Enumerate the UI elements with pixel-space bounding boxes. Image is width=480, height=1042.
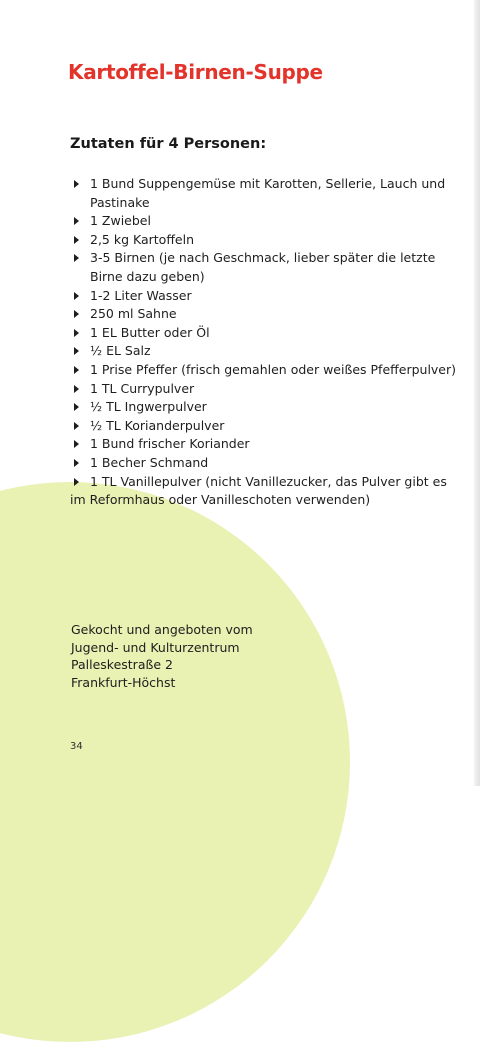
footer-line: Palleskestraße 2 — [71, 657, 173, 673]
bullet-icon — [74, 366, 79, 374]
ingredient-item: ½ TL Korianderpulver — [70, 417, 460, 436]
ingredient-item: 1 TL Currypulver — [70, 380, 460, 399]
bullet-icon — [74, 180, 79, 188]
ingredient-item: 1 Bund Suppengemüse mit Karotten, Sellerie, Lauch und Pastinake — [70, 175, 460, 212]
ingredients-heading: Zutaten für 4 Personen: — [70, 136, 267, 152]
ingredient-item: ½ TL Ingwerpulver — [70, 398, 460, 417]
ingredient-list — [70, 175, 460, 510]
ingredient-item: ½ EL Salz — [70, 342, 460, 361]
bullet-icon — [74, 459, 79, 467]
decorative-green-circle — [0, 482, 350, 1042]
ingredient-item: 1 Bund frischer Koriander — [70, 435, 460, 454]
ingredient-item: 1 Zwiebel — [70, 212, 460, 231]
page-edge — [474, 0, 480, 786]
ingredient-item: 3-5 Birnen (je nach Geschmack, lieber später die letzte Birne dazu geben) — [70, 249, 460, 286]
bullet-icon — [74, 347, 79, 355]
ingredient-item: 1 TL Vanillepulver (nicht Vanillezucker, das Pulver gibt es im Reformhaus oder Vanilleschoten verwenden) — [70, 473, 447, 508]
bullet-icon — [74, 440, 79, 448]
page-number: 34 — [70, 741, 83, 752]
ingredient-item: 250 ml Sahne — [70, 305, 460, 324]
bullet-icon — [74, 422, 79, 430]
bullet-icon — [74, 385, 79, 393]
bullet-icon — [74, 478, 79, 486]
ingredient-item: 1 EL Butter oder Öl — [70, 324, 460, 343]
bullet-icon — [74, 236, 79, 244]
ingredient-item: 1-2 Liter Wasser — [70, 287, 460, 306]
bullet-icon — [74, 310, 79, 318]
ingredient-item: 1 Becher Schmand — [70, 454, 460, 473]
bullet-icon — [74, 292, 79, 300]
footer-line: Gekocht und angeboten vom — [71, 622, 253, 637]
recipe-title: Kartoffel-Birnen-Suppe — [68, 60, 323, 84]
bullet-icon — [74, 254, 79, 262]
footer-credit — [71, 621, 253, 691]
footer-line: Jugend- und Kulturzentrum — [71, 639, 240, 655]
bullet-icon — [74, 403, 79, 411]
bullet-icon — [74, 329, 79, 337]
bullet-icon — [74, 217, 79, 225]
footer-line: Frankfurt-Höchst — [71, 674, 176, 690]
ingredient-item: 1 Prise Pfeffer (frisch gemahlen oder weißes Pfefferpulver) — [70, 361, 460, 380]
ingredient-item: 2,5 kg Kartoffeln — [70, 231, 460, 250]
